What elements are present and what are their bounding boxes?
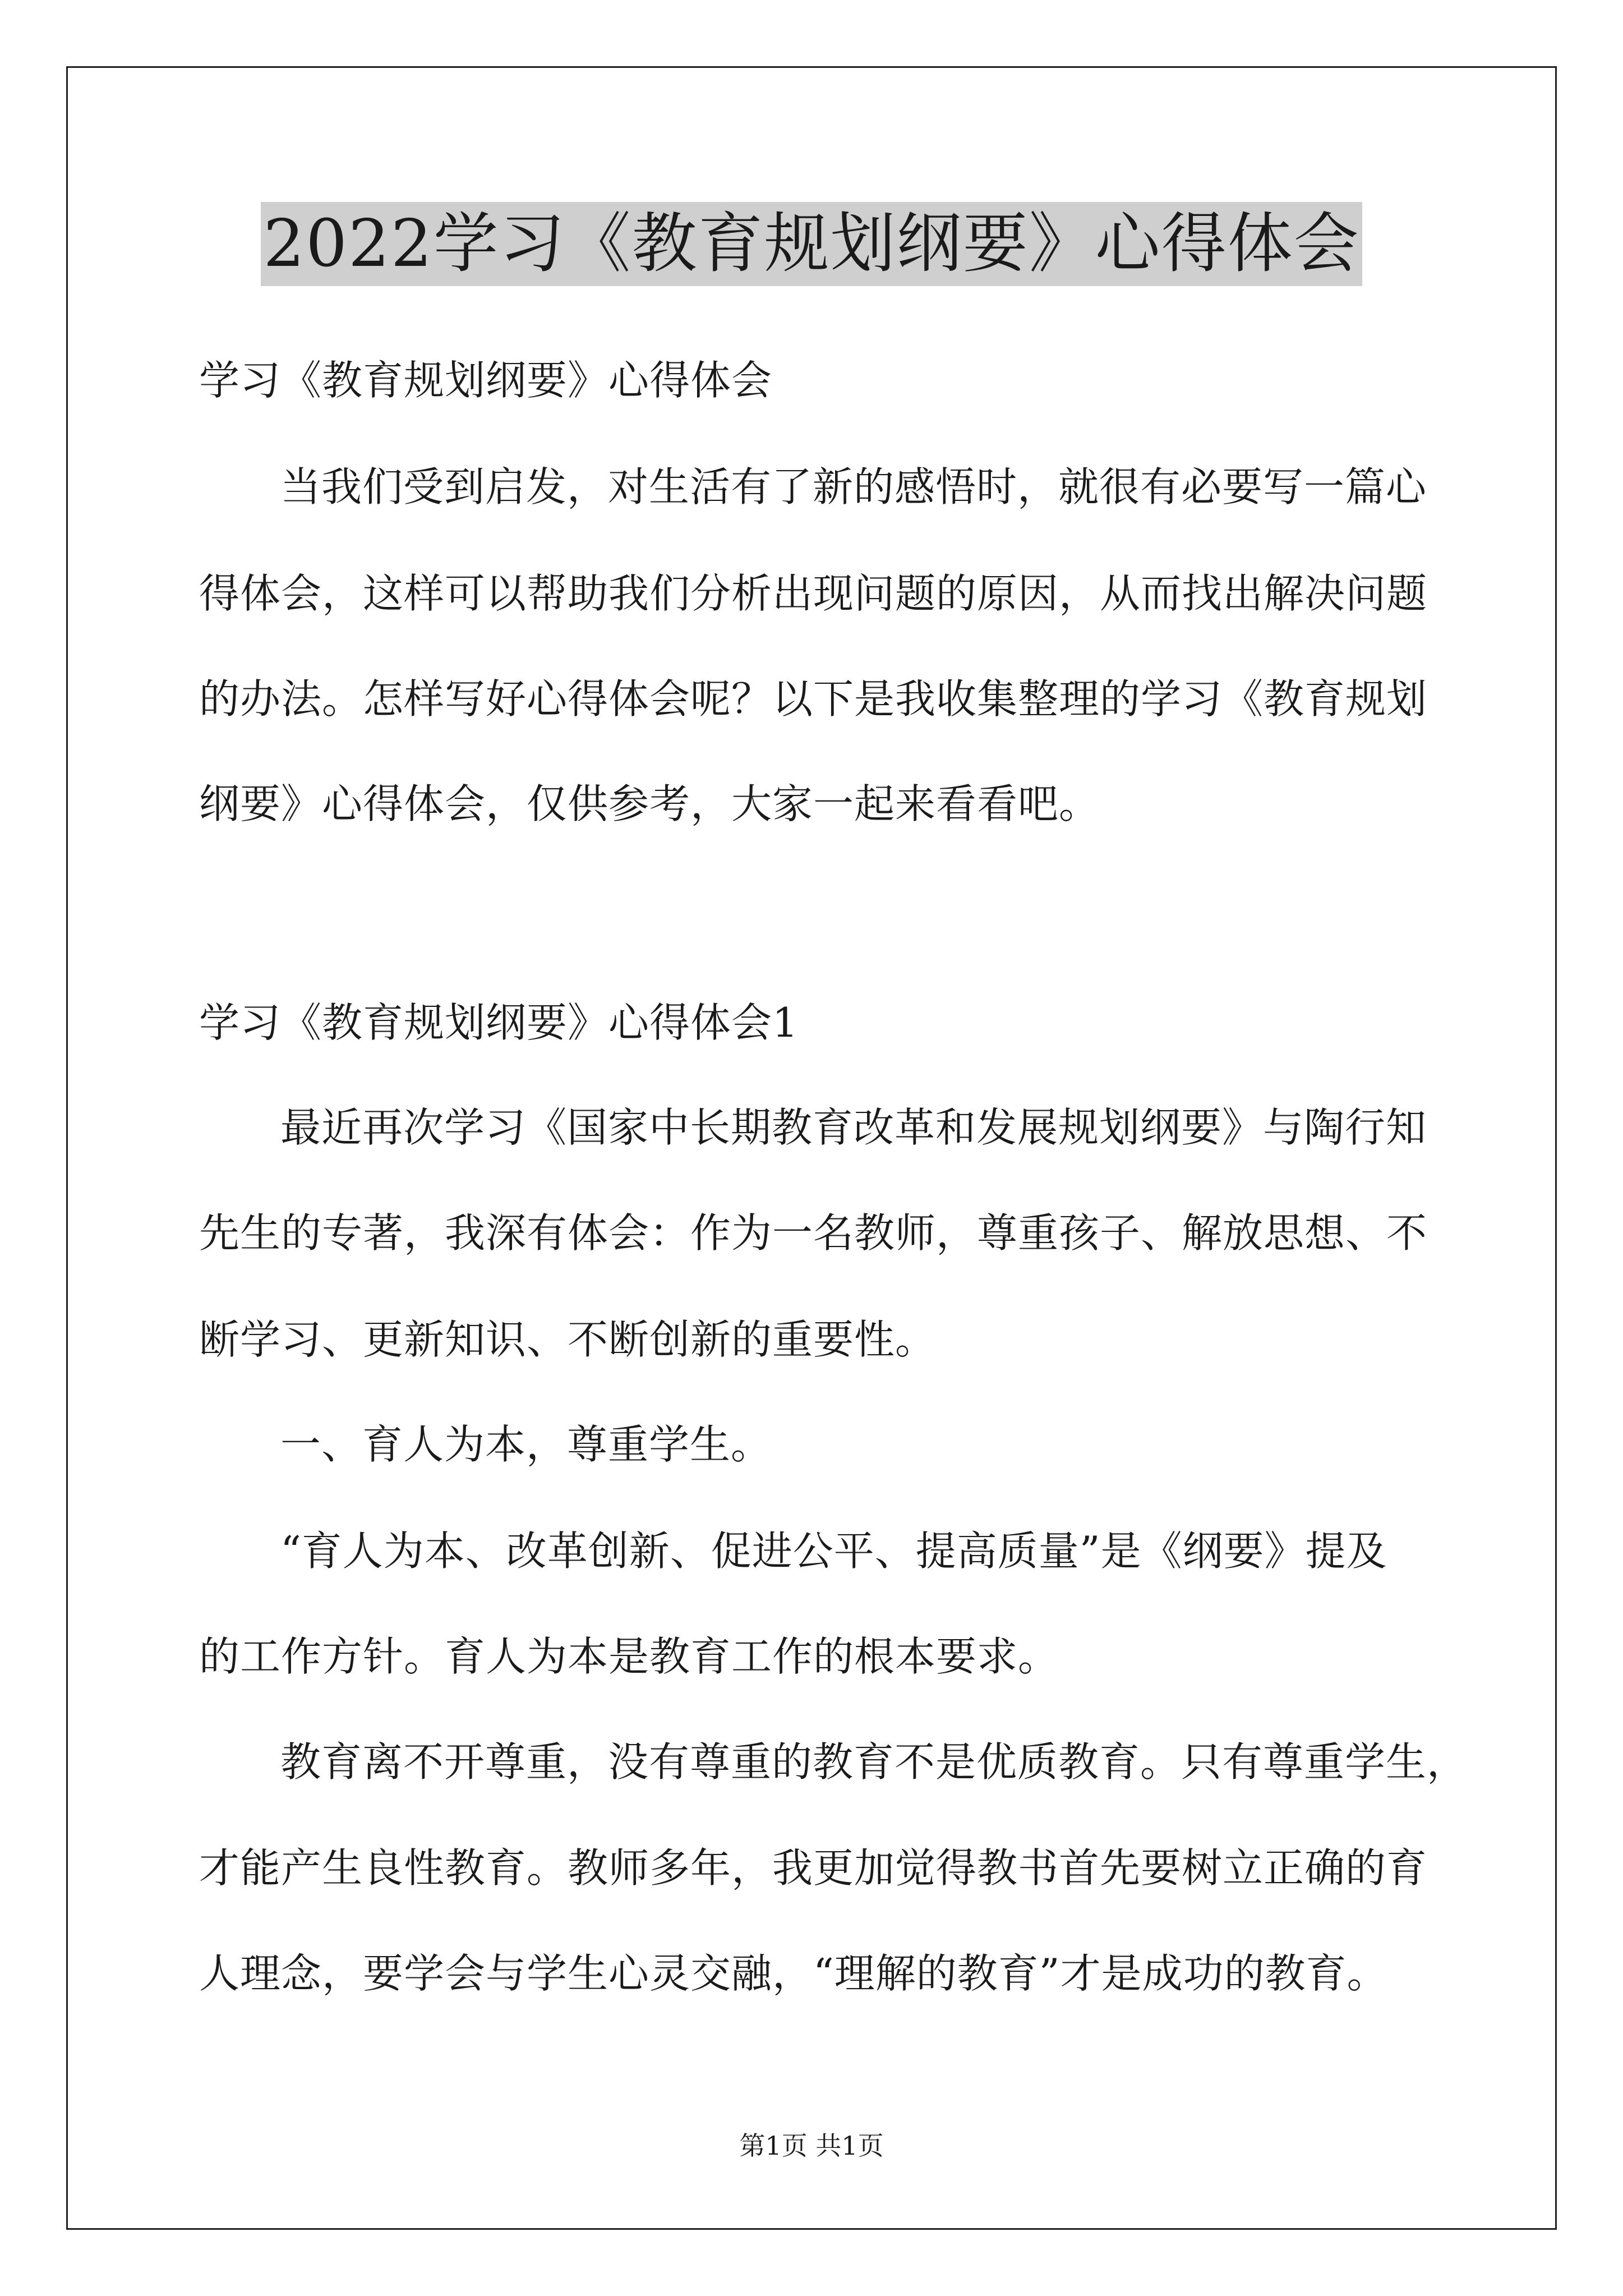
intro-line-4: 纲要》心得体会，仅供参考，大家一起来看看吧。 xyxy=(199,780,1100,827)
body-line-3: 断学习、更新知识、不断创新的重要性。 xyxy=(199,1316,937,1363)
body-line-7: 教育离不开尊重，没有尊重的教育不是优质教育。只有尊重学生， xyxy=(280,1738,1468,1786)
section-heading: 学习《教育规划纲要》心得体会1 xyxy=(199,999,799,1046)
body-line-2: 先生的专著，我深有体会：作为一名教师，尊重孩子、解放思想、不 xyxy=(199,1209,1428,1257)
document-subtitle: 学习《教育规划纲要》心得体会 xyxy=(199,357,773,404)
body-line-9: 人理念，要学会与学生心灵交融，“理解的教育”才是成功的教育。 xyxy=(199,1950,1388,1997)
body-line-4: 一、育人为本，尊重学生。 xyxy=(280,1421,772,1468)
title-container xyxy=(0,202,1623,286)
body-line-6: 的工作方针。育人为本是教育工作的根本要求。 xyxy=(199,1633,1059,1680)
intro-line-2: 得体会，这样可以帮助我们分析出现问题的原因，从而找出解决问题 xyxy=(199,570,1428,617)
intro-line-3: 的办法。怎样写好心得体会呢？以下是我收集整理的学习《教育规划 xyxy=(199,675,1428,723)
body-line-5: “育人为本、改革创新、促进公平、提高质量”是《纲要》提及 xyxy=(280,1527,1387,1575)
body-line-1: 最近再次学习《国家中长期教育改革和发展规划纲要》与陶行知 xyxy=(280,1104,1427,1151)
body-line-8: 才能产生良性教育。教师多年，我更加觉得教书首先要树立正确的育 xyxy=(199,1844,1428,1892)
intro-line-1: 当我们受到启发，对生活有了新的感悟时，就很有必要写一篇心 xyxy=(280,463,1427,510)
page-footer: 第1页 共1页 xyxy=(739,2131,884,2161)
document-title: 2022学习《教育规划纲要》心得体会 xyxy=(261,202,1362,286)
